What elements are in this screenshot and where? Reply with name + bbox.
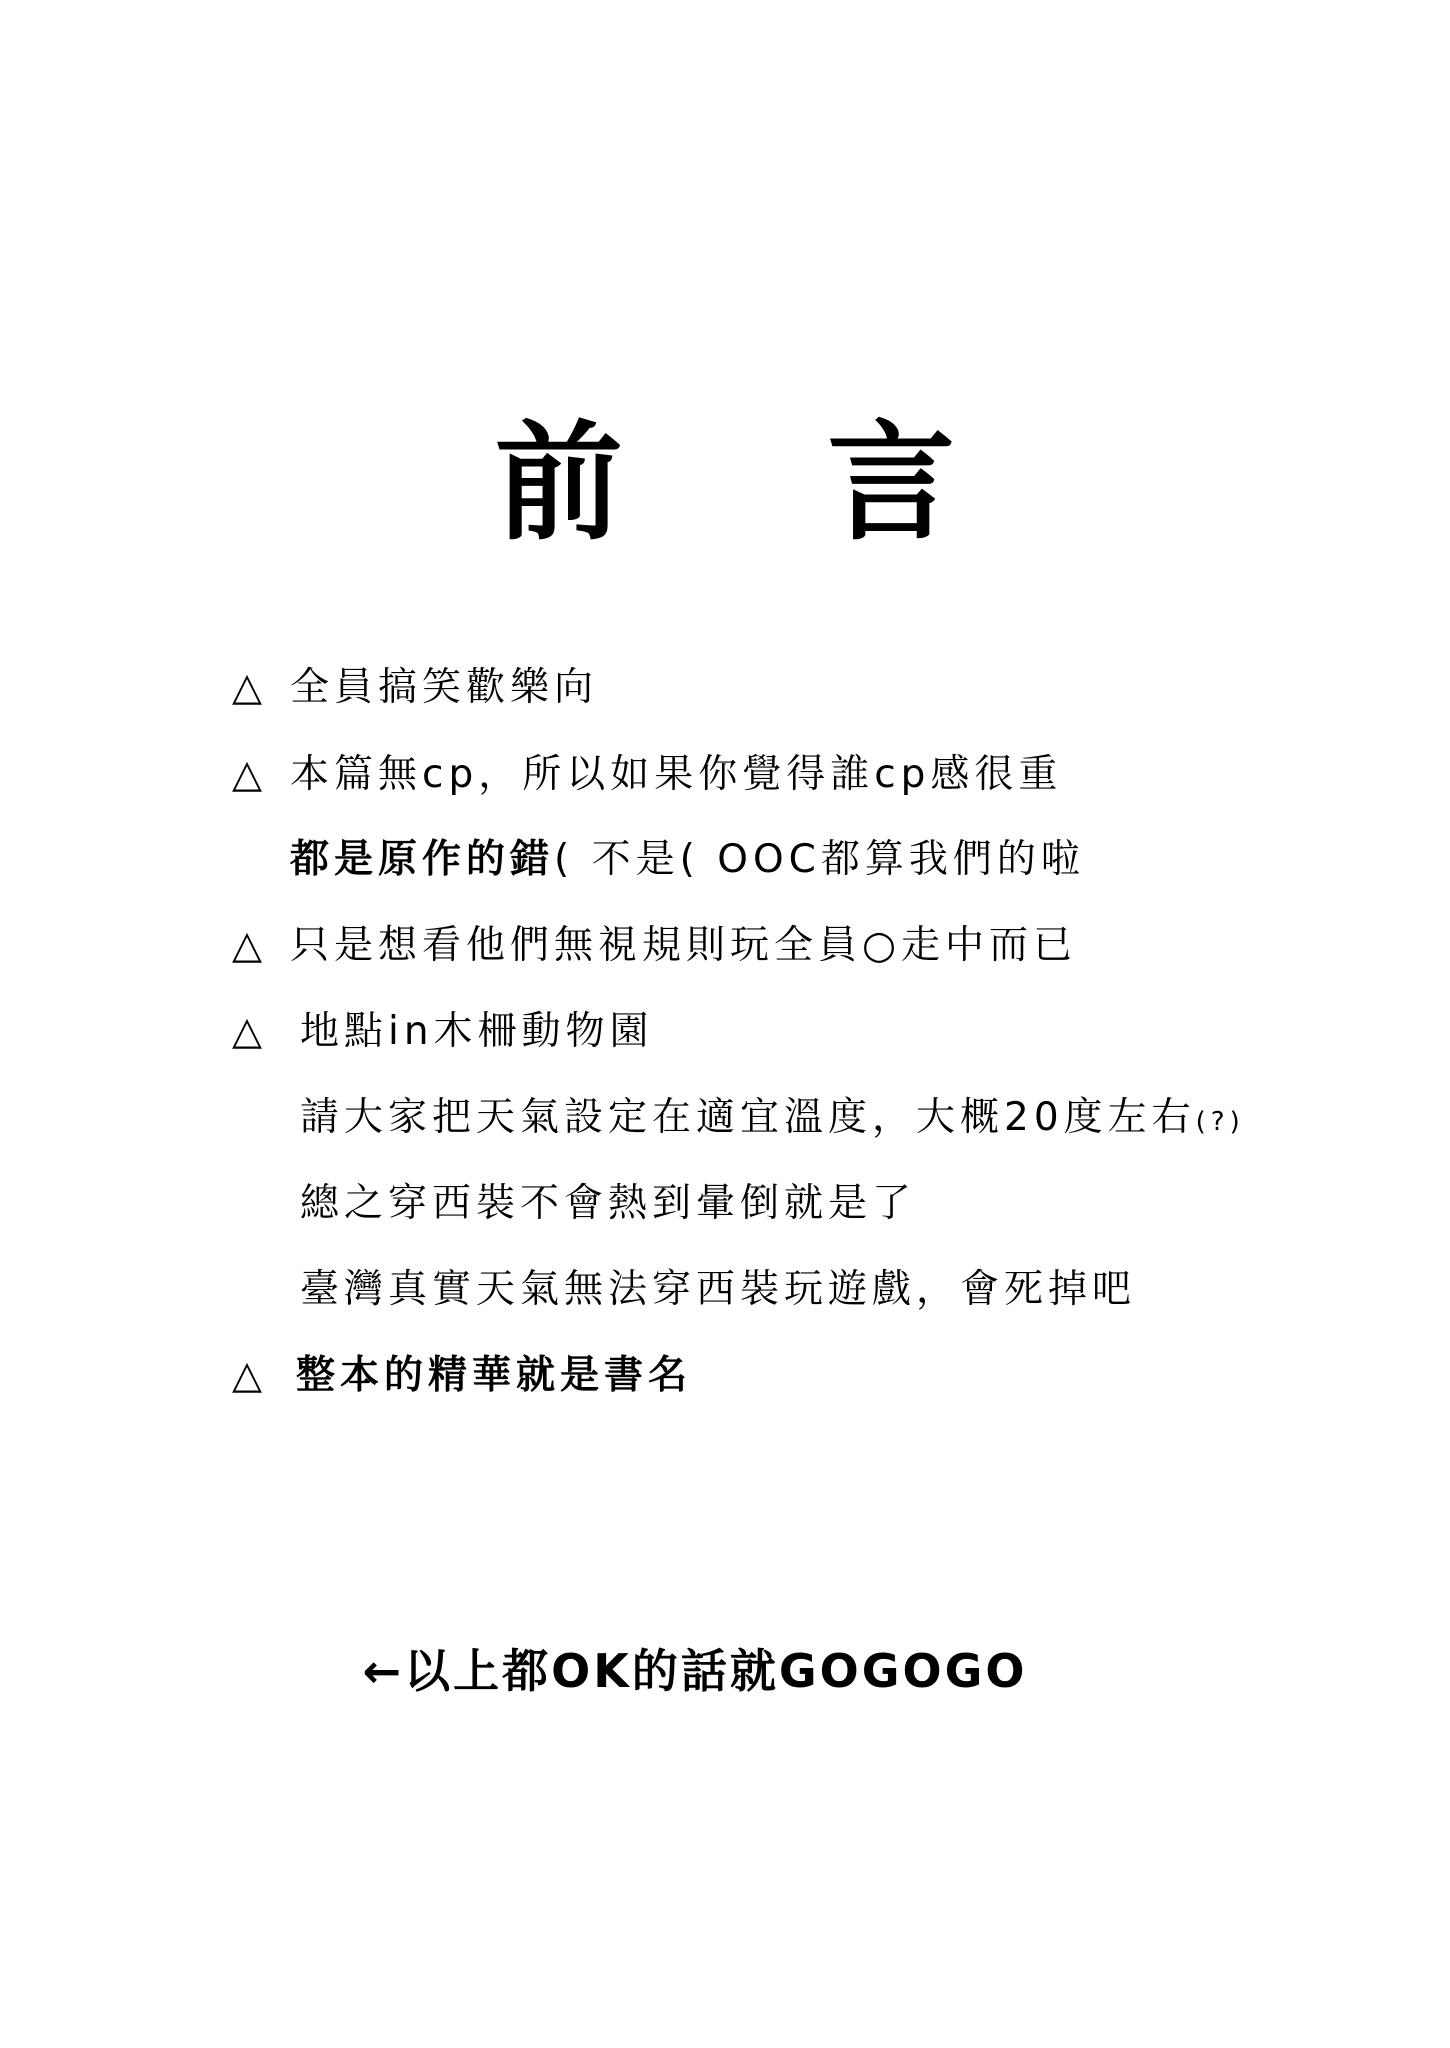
note-text-6: 請大家把天氣設定在適宜溫度，大概20度左右 (300, 1095, 1196, 1140)
note-text-5: 地點in木柵動物園 (300, 1009, 654, 1054)
note-text-9: 整本的精華就是書名 (296, 1353, 693, 1398)
note-text-2: 本篇無cp，所以如果你覺得誰cp感很重 (290, 752, 1063, 797)
note-line-6 (300, 1095, 1245, 1140)
note-text-7: 總之穿西裝不會熱到暈倒就是了 (300, 1181, 917, 1226)
triangle-bullet-icon: △ (232, 1009, 267, 1054)
note-text-8: 臺灣真實天氣無法穿西裝玩遊戲，會死掉吧 (300, 1267, 1137, 1312)
note-line-4 (232, 923, 1078, 968)
note-text-3-bold: 都是原作的錯 (290, 837, 555, 882)
note-line-5 (232, 1009, 654, 1054)
note-line-9 (232, 1353, 693, 1398)
triangle-bullet-icon: △ (232, 923, 267, 968)
note-text-6-aside: (?) (1195, 1107, 1245, 1137)
note-text-1: 全員搞笑歡樂向 (290, 665, 599, 710)
note-text-4: 只是想看他們無視規則玩全員○走中而已 (290, 923, 1078, 968)
footer-go-prompt: ←以上都OK的話就GOGOGO (362, 1644, 1028, 1698)
triangle-bullet-icon: △ (232, 1353, 267, 1398)
note-line-2 (232, 752, 1063, 797)
note-line-8 (300, 1267, 1137, 1312)
note-text-3: ( 不是( OOC都算我們的啦 (554, 837, 1085, 882)
triangle-bullet-icon: △ (232, 752, 267, 797)
note-line-7 (300, 1181, 917, 1226)
page-title: 前 言 (494, 409, 1036, 558)
note-line-1 (232, 665, 599, 710)
note-line-3 (290, 837, 1085, 882)
triangle-bullet-icon: △ (232, 665, 267, 710)
